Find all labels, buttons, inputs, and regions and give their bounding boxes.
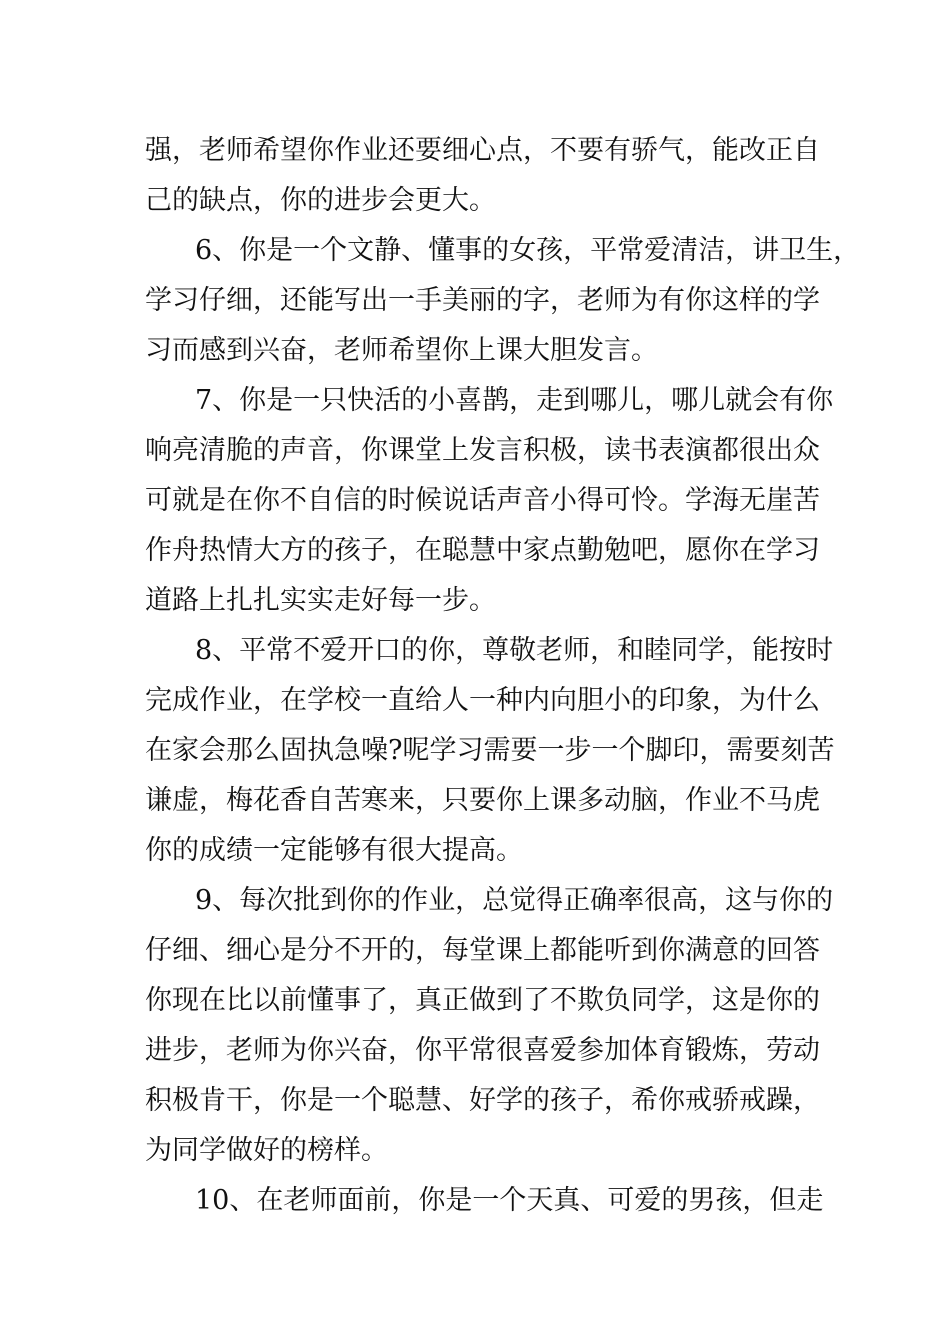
text-line: 在家会那么固执急噪?呢学习需要一步一个脚印，需要刻苦 (145, 735, 835, 766)
text-line: 习而感到兴奋，老师希望你上课大胆发言。 (145, 335, 658, 366)
paragraph-start-line: 8、平常不爱开口的你，尊敬老师，和睦同学，能按时 (195, 635, 834, 666)
text-line: 作舟热情大方的孩子，在聪慧中家点勤勉吧，愿你在学习 (145, 535, 820, 566)
paragraph-start-line: 9、每次批到你的作业，总觉得正确率很高，这与你的 (195, 885, 834, 916)
text-line: 强，老师希望你作业还要细心点，不要有骄气，能改正自 (145, 135, 820, 166)
text-line: 你现在比以前懂事了，真正做到了不欺负同学，这是你的 (145, 985, 820, 1016)
text-line: 你的成绩一定能够有很大提高。 (145, 835, 523, 866)
text-line: 进步，老师为你兴奋，你平常很喜爱参加体育锻炼，劳动 (145, 1035, 820, 1066)
text-line: 为同学做好的榜样。 (145, 1135, 388, 1166)
text-line: 仔细、细心是分不开的，每堂课上都能听到你满意的回答 (145, 935, 820, 966)
text-line: 谦虚，梅花香自苦寒来，只要你上课多动脑，作业不马虎 (145, 785, 820, 816)
text-line: 积极肯干，你是一个聪慧、好学的孩子，希你戒骄戒躁， (145, 1085, 820, 1116)
paragraph-start-line: 10、在老师面前，你是一个天真、可爱的男孩，但走 (195, 1185, 824, 1216)
text-line: 响亮清脆的声音，你课堂上发言积极，读书表演都很出众 (145, 435, 820, 466)
text-line: 学习仔细，还能写出一手美丽的字，老师为有你这样的学 (145, 285, 820, 316)
text-line: 道路上扎扎实实走好每一步。 (145, 585, 496, 616)
text-line: 可就是在你不自信的时候说话声音小得可怜。学海无崖苦 (145, 485, 820, 516)
text-line: 己的缺点，你的进步会更大。 (145, 185, 496, 216)
paragraph-start-line: 6、你是一个文静、懂事的女孩，平常爱清洁，讲卫生， (195, 235, 861, 266)
paragraph-start-line: 7、你是一只快活的小喜鹊，走到哪儿，哪儿就会有你 (195, 385, 834, 416)
text-line: 完成作业，在学校一直给人一种内向胆小的印象，为什么 (145, 685, 820, 716)
